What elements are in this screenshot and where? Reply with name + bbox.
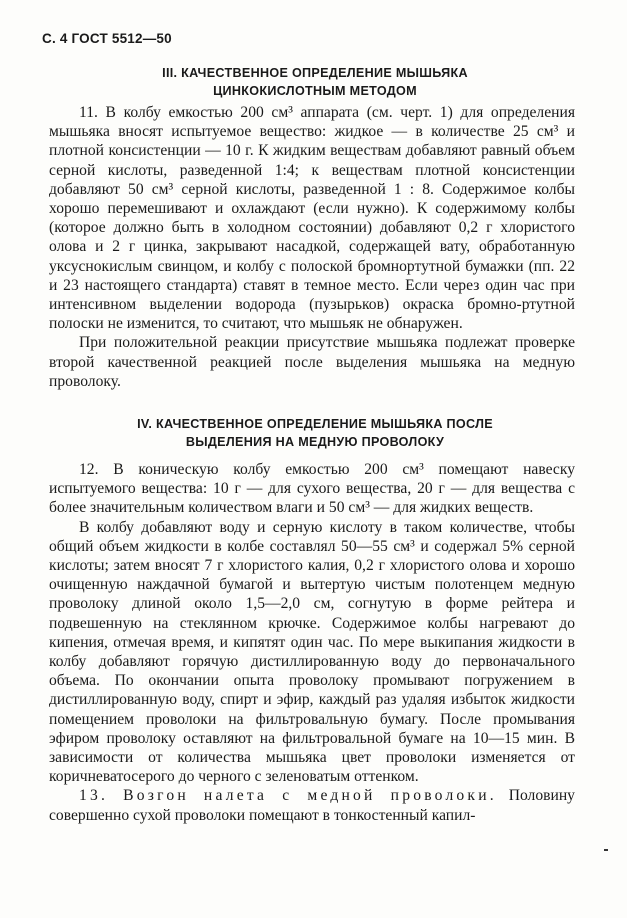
section-3-title: [40, 64, 590, 100]
section-3-title-line2: ЦИНКОКИСЛОТНЫМ МЕТОДОМ: [213, 84, 417, 98]
paragraph-12-procedure: В колбу добавляют воду и серную кислоту в таком количестве, чтобы общий объем жидкости в колбе составлял 50—55 см³ и содержал 5% серной кислоты; затем вносят 7 г хлористого калия, 0,2 г хлористого олова и хорошо очищенную наждачной бумагой и вытертую чистым полотенцем медную проволоку длиной около 1,5—2,0 см, согнутую в форме рейтера и подвешенную на стеклянном крючке. Содержимое колбы нагревают до кипения, отмечая время, и кипятят один час. По мере выкипания жидкости в колбу добавляют горячую дистиллированную воду до первоначального объема. По окончании опыта проволоку промывают погружением в дистиллированную воду, спирт и эфир, каждый раз удаляя избыток жидкости помещением проволоки на фильтровальную бумагу. После промывания эфиром проволоку оставляют на фильтровальной бумаге на 10—15 мин. В зависимости от количества мышьяка цвет проволоки изменяется от коричневатосерого до черного с зеленоватым оттенком.: [49, 518, 575, 786]
paragraph-11: 11. В колбу емкостью 200 см³ аппарата (см. черт. 1) для определения мышьяка вносят испытуемое вещество: жидкое — в количестве 25 см³ и плотной консистенции — 10 г. К жидким веществам добавляют равный объем серной кислоты, разведенной 1:4; к веществам плотной консистенции добавляют 50 см³ серной кислоты, разведенной 1 : 8. Содержимое колбы хорошо перемешивают и охлаждают (если нужно). К содержимому колбы (которое должно быть в холодном состоянии) добавляют 0,2 г хлористого олова и 2 г цинка, закрывают насадкой, содержащей вату, обработанную уксуснокислым свинцом, и колбу с полоской бромнортутной бумажки (пп. 22 и 23 настоящего стандарта) ставят в темное место. Если через один час при интенсивном выделении водорода (пузырьков) окраска бромно-ртутной полоски не изменится, то считают, что мышьяк не обнаружен.: [49, 104, 575, 333]
section-3-body: [49, 103, 575, 391]
section-3-title-line1: III. КАЧЕСТВЕННОЕ ОПРЕДЕЛЕНИЕ МЫШЬЯКА: [162, 66, 468, 80]
paragraph-11-note: При положительной реакции присутствие мышьяка подлежат проверке второй качественной реакцией после выделения мышьяка на медную проволоку.: [49, 334, 575, 390]
paragraph-12: 12. В коническую колбу емкостью 200 см³ помещают навеску испытуемого вещества: 10 г — для сухого вещества, 20 г — для вещества с более значительным количеством влаги и 50 см³ — для жидких веществ.: [49, 461, 575, 517]
section-4-body: [49, 460, 575, 825]
section-4-title-line2: ВЫДЕЛЕНИЯ НА МЕДНУЮ ПРОВОЛОКУ: [185, 435, 445, 449]
section-4-title-line1: IV. КАЧЕСТВЕННОЕ ОПРЕДЕЛЕНИЕ МЫШЬЯКА ПОСЛЕ: [137, 417, 493, 431]
paragraph-13-text: Половину совершенно сухой проволоки помещают в тонкостенный капил-: [49, 787, 575, 824]
paragraph-13: [49, 786, 575, 824]
print-mark: [604, 849, 608, 851]
section-4-title: [40, 415, 590, 451]
page-header: С. 4 ГОСТ 5512—50: [42, 31, 172, 46]
paragraph-13-heading: 13. Возгон налета с медной проволоки.: [79, 787, 497, 805]
